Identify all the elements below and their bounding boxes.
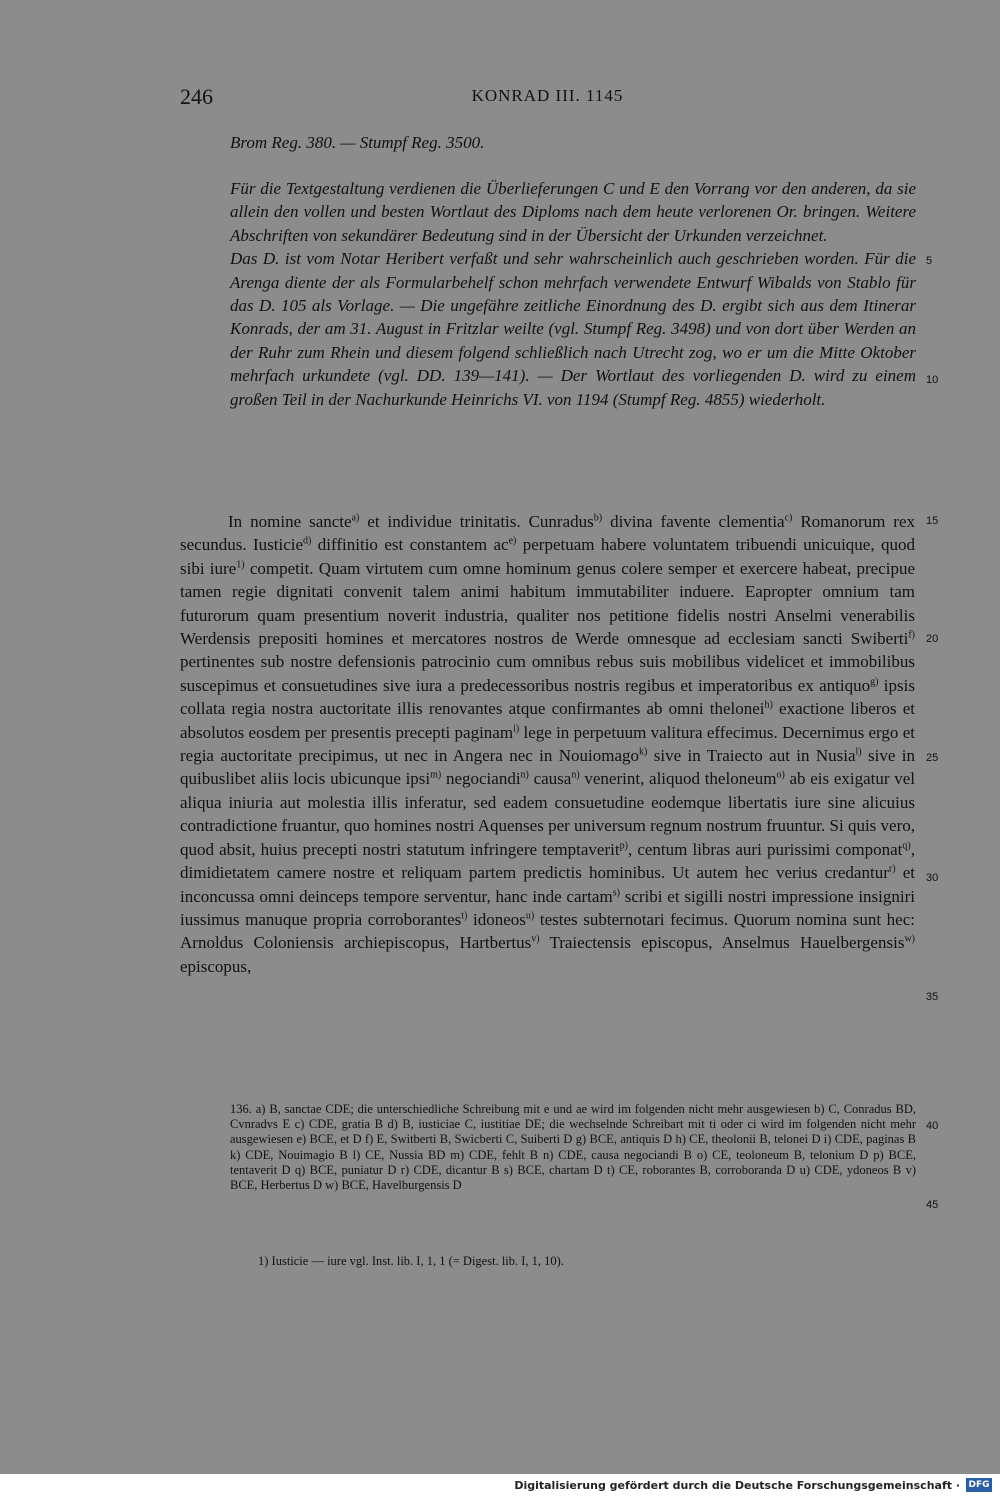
line-number: 40 bbox=[926, 1120, 939, 1132]
line-number: 20 bbox=[926, 633, 939, 645]
intro-paragraph: Für die Textgestaltung verdienen die Überlieferungen C und E den Vorrang vor den anderen, da sie allein den vollen und besten Wortlaut des Diploms nach dem heute verlorenen Or. bringen. Weitere Abschriften von sekundärer Bedeutung sind in der Übersicht der Urkunden verzeichnet. bbox=[230, 179, 916, 245]
line-number: 45 bbox=[926, 1199, 939, 1211]
line-number: 30 bbox=[926, 872, 939, 884]
critical-apparatus bbox=[230, 1102, 916, 1193]
intro-paragraph: Das D. ist vom Notar Heribert verfaßt und sehr wahrscheinlich auch geschrieben worden. Für die Arenga diente der als Formularbehelf schon mehrfach verwendete Entwurf Wibalds von Stablo für das D. 105 als Vorlage. — Die ungefähre zeitliche Einordnung des D. ergibt sich aus dem Itinerar Konrads, der am 31. August in Fritzlar weilte (vgl. Stumpf Reg. 3498) und von dort über Werden an der Ruhr zum Rhein und diesem folgend schließlich nach Utrecht zog, wo er um die Mitte Oktober mehrfach urkundete (vgl. DD. 139—141). — Der Wortlaut des vorliegenden D. wird zu einem großen Teil in der Nachurkunde Heinrichs VI. von 1194 (Stumpf Reg. 4855) wiederholt. bbox=[230, 249, 916, 409]
funding-notice: Digitalisierung gefördert durch die Deutsche Forschungsgemeinschaft · bbox=[514, 1479, 960, 1492]
page-header bbox=[180, 84, 915, 114]
line-number: 25 bbox=[926, 752, 939, 764]
dfg-logo-icon: DFG bbox=[966, 1478, 992, 1492]
footer-bar bbox=[0, 1474, 1000, 1496]
charter-paragraph: In nomine sancte$^{a)}$ et individue trinitatis. Cunradus$^{b)}$ divina favente clementia$^{c)}$ Romanorum rex secundus. Iusticie$^{d)}$ diffinitio est constantem $ac^{e)}$ perpetuam habere voluntatem tribuendi unicuique, quod sibi iure$^{1)}$ competit. Quam virtutem cum omne hominum genus colere semper et exercere habeat, precipue tamen regie dignitati convenit talem animi habitum immutabiliter induere. Eapropter omnium tam futurorum quam presentium noverit industria, qualiter nos petitione fidelis nostri Anselmi venerabilis Werdensis prepositi homines et mercatores nostros de Werde omnesque ad ecclesiam sancti Swiberti$^{f)}$ pertinentes sub nostre defensionis patrocinio cum omnibus rebus suis mobilibus videlicet et immobilibus suscepimus et consuetudines sive iura a predecessoribus nostris regibus et imperatoribus ex antiquo$^{g)}$ ipsis collata regia nostra auctoritate illis renovantes atque confirmantes ab omni thelonei$^{h)}$ exactione liberos et absolutos eosdem per presentis precepti paginam$^{i)}$ lege in perpetuum valitura effecimus. Decernimus ergo et regia auctoritate precipimus, ut nec in Angera nec in Nouiomago$^{k)}$ sive in Traiecto aut in Nusia$^{l)}$ sive in quibuslibet aliis locis ubicunque ipsi$^{m)}$ negociandi$^{n)}$ causa$^{n)}$ venerint, aliquod theloneum$^{o)}$ ab eis exigatur vel aliqua iniuria aut molestia illis inferatur, sed eadem consuetudine eodemque libertatis iure sine alicuius contradictione fruantur, quo homines nostri Aquenses per universum regnum nostrum fruuntur. Si quis vero, quod absit, huius precepti nostri statutum infringere temptaverit$^{p)}$, centum libras auri purissimi componat$^{q)}$, dimidietatem camere nostre et reliquam partem predictis hominibus. Ut autem hec verius credantur$^{r)}$ et inconcussa omni deinceps tempore serventur, hanc inde cartam$^{s)}$ scribi et sigilli nostri impressione insigniri iussimus manuque propria corroborantes$^{t)}$ idoneos$^{u)}$ testes subternotari fecimus. Quorum nomina sunt hec: Arnoldus Coloniensis archiepiscopus, Hartbertus$^{v)}$ Traiectensis episcopus, Anselmus Hauelbergensis$^{w)}$ episcopus, bbox=[180, 512, 916, 976]
line-number: 35 bbox=[926, 991, 939, 1003]
charter-text bbox=[180, 510, 915, 978]
running-title: KONRAD III. 1145 bbox=[471, 86, 624, 105]
regest-line: Brom Reg. 380. — Stumpf Reg. 3500. bbox=[230, 133, 485, 152]
apparatus-text: 136. a) B, sanctae CDE; die unterschiedliche Schreibung mit e und ae wird im folgenden nicht mehr ausgewiesen b) C, Conradus BD, Cvnradvs E c) CDE, gratia B d) B, iusticiae C, iustitiae DE; die wechselnde Schreibart mit ti oder ci wird im folgenden nicht mehr ausgewiesen e) BCE, et D f) E, Switberti B, Swicberti C, Suiberti D g) BCE, antiquis D h) CE, theolonii B, telonei D i) CDE, paginas B k) CDE, Nouimagio B l) CE, Nussia BD m) CDE, fehlt B n) CDE, causa negociandi B o) CE, teoloneum B, telonium D p) BCE, tentaverit D q) BCE, puniatur D r) CDE, dicantur B s) BCE, chartam D t) CE, roborantes B, corroboranda D u) CDE, ydoneos B v) BCE, Herbertus D w) BCE, Havelburgensis D bbox=[230, 1102, 916, 1193]
line-number: 15 bbox=[926, 515, 939, 527]
line-number: 5 bbox=[926, 255, 933, 267]
introduction bbox=[230, 177, 916, 411]
page-number: 246 bbox=[180, 84, 213, 109]
line-number: 10 bbox=[926, 374, 939, 386]
footnote: 1) Iusticie — iure vgl. Inst. lib. I, 1, 1 (= Digest. lib. I, 1, 10). bbox=[258, 1254, 564, 1268]
